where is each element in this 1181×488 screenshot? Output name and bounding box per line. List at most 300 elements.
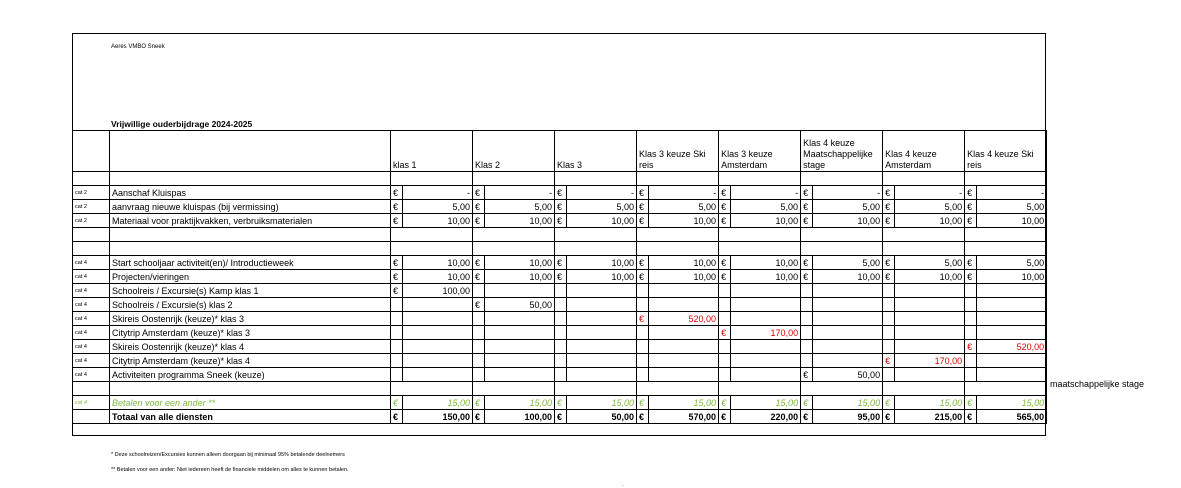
currency-symbol bbox=[801, 284, 813, 298]
currency-symbol bbox=[555, 284, 567, 298]
table-row bbox=[73, 354, 1047, 368]
amount-value bbox=[403, 340, 473, 354]
currency-symbol: € bbox=[883, 200, 895, 214]
row-description: Materiaal voor praktijkvakken, verbruiksmaterialen bbox=[110, 214, 391, 228]
currency-symbol bbox=[801, 326, 813, 340]
amount-value bbox=[731, 368, 801, 382]
value-cell bbox=[391, 172, 473, 186]
amount-value: 15,00 bbox=[977, 396, 1047, 410]
amount-value: - bbox=[731, 186, 801, 200]
amount-value bbox=[403, 298, 473, 312]
currency-symbol: € bbox=[965, 396, 977, 410]
currency-symbol: € bbox=[965, 186, 977, 200]
value-cell bbox=[801, 172, 883, 186]
currency-symbol bbox=[883, 312, 895, 326]
column-header: Klas 2 bbox=[473, 131, 555, 172]
amount-value bbox=[649, 368, 719, 382]
currency-symbol: € bbox=[719, 186, 731, 200]
desc-cell bbox=[110, 382, 391, 396]
currency-symbol: € bbox=[719, 396, 731, 410]
table-row bbox=[73, 312, 1047, 326]
amount-value bbox=[649, 354, 719, 368]
value-cell bbox=[555, 242, 637, 256]
amount-value: 10,00 bbox=[567, 270, 637, 284]
amount-value bbox=[813, 354, 883, 368]
currency-symbol: € bbox=[719, 410, 731, 424]
desc-cell bbox=[110, 172, 391, 186]
amount-value: - bbox=[567, 186, 637, 200]
currency-symbol: € bbox=[801, 186, 813, 200]
amount-value: - bbox=[485, 186, 555, 200]
currency-symbol bbox=[965, 298, 977, 312]
amount-value bbox=[403, 368, 473, 382]
currency-symbol bbox=[719, 298, 731, 312]
cat-label: cat 4 bbox=[73, 368, 110, 382]
amount-value bbox=[567, 340, 637, 354]
currency-symbol: € bbox=[883, 354, 895, 368]
amount-value bbox=[813, 284, 883, 298]
currency-symbol bbox=[637, 368, 649, 382]
currency-symbol: € bbox=[883, 214, 895, 228]
cat-label: cat 4 bbox=[73, 312, 110, 326]
amount-value: 5,00 bbox=[567, 200, 637, 214]
currency-symbol: € bbox=[391, 284, 403, 298]
amount-value: 220,00 bbox=[731, 410, 801, 424]
currency-symbol: € bbox=[801, 200, 813, 214]
amount-value bbox=[895, 312, 965, 326]
amount-value: - bbox=[977, 186, 1047, 200]
value-cell bbox=[637, 172, 719, 186]
value-cell bbox=[965, 242, 1047, 256]
currency-symbol: € bbox=[637, 312, 649, 326]
amount-value: 10,00 bbox=[485, 270, 555, 284]
cat-label: cat 4 bbox=[73, 354, 110, 368]
cat-label: cat 2 bbox=[73, 200, 110, 214]
currency-symbol: € bbox=[801, 256, 813, 270]
amount-value: 10,00 bbox=[977, 270, 1047, 284]
amount-value: 50,00 bbox=[485, 298, 555, 312]
currency-symbol bbox=[473, 284, 485, 298]
currency-symbol bbox=[965, 368, 977, 382]
amount-value: 150,00 bbox=[403, 410, 473, 424]
cat-label: cat 2 bbox=[73, 186, 110, 200]
desc-cell bbox=[110, 242, 391, 256]
currency-symbol: € bbox=[473, 186, 485, 200]
amount-value: 50,00 bbox=[813, 368, 883, 382]
amount-value: 10,00 bbox=[403, 256, 473, 270]
currency-symbol: € bbox=[637, 186, 649, 200]
amount-value bbox=[567, 368, 637, 382]
amount-value bbox=[403, 312, 473, 326]
cat-label: cat 4 bbox=[73, 298, 110, 312]
amount-value: 100,00 bbox=[485, 410, 555, 424]
currency-symbol: € bbox=[391, 214, 403, 228]
currency-symbol: € bbox=[391, 200, 403, 214]
currency-symbol: € bbox=[473, 410, 485, 424]
currency-symbol: € bbox=[965, 410, 977, 424]
row-description: Schoolreis / Excursie(s) klas 2 bbox=[110, 298, 391, 312]
currency-symbol: € bbox=[719, 256, 731, 270]
currency-symbol bbox=[637, 340, 649, 354]
amount-value: 10,00 bbox=[731, 256, 801, 270]
cat-label bbox=[73, 410, 110, 424]
value-cell bbox=[391, 228, 473, 242]
amount-value bbox=[731, 284, 801, 298]
currency-symbol: € bbox=[637, 410, 649, 424]
value-cell bbox=[555, 228, 637, 242]
currency-symbol: € bbox=[473, 270, 485, 284]
amount-value bbox=[813, 340, 883, 354]
blank-row bbox=[73, 228, 1047, 242]
amount-value: 15,00 bbox=[485, 396, 555, 410]
stray-dot: . bbox=[622, 482, 624, 488]
amount-value bbox=[895, 340, 965, 354]
table-row bbox=[73, 270, 1047, 284]
value-cell bbox=[801, 228, 883, 242]
cat-label: cat 4 bbox=[73, 340, 110, 354]
value-cell bbox=[473, 172, 555, 186]
row-description: Citytrip Amsterdam (keuze)* klas 3 bbox=[110, 326, 391, 340]
column-header: Klas 4 keuze Maatschappelijke stage bbox=[801, 131, 883, 172]
currency-symbol: € bbox=[883, 270, 895, 284]
amount-value: 170,00 bbox=[895, 354, 965, 368]
column-header: Klas 3 keuze Ski reis bbox=[637, 131, 719, 172]
currency-symbol: € bbox=[555, 396, 567, 410]
currency-symbol: € bbox=[719, 270, 731, 284]
currency-symbol: € bbox=[391, 270, 403, 284]
value-cell bbox=[637, 228, 719, 242]
currency-symbol bbox=[965, 354, 977, 368]
blank-row bbox=[73, 242, 1047, 256]
amount-value bbox=[895, 284, 965, 298]
table-row bbox=[73, 368, 1047, 382]
amount-value: 10,00 bbox=[813, 270, 883, 284]
amount-value bbox=[485, 354, 555, 368]
value-cell bbox=[555, 172, 637, 186]
desc-header bbox=[110, 131, 391, 172]
currency-symbol bbox=[719, 354, 731, 368]
cat-cell bbox=[73, 242, 110, 256]
value-cell bbox=[555, 382, 637, 396]
currency-symbol bbox=[883, 368, 895, 382]
currency-symbol bbox=[473, 368, 485, 382]
currency-symbol bbox=[637, 354, 649, 368]
value-cell bbox=[637, 242, 719, 256]
amount-value bbox=[977, 298, 1047, 312]
currency-symbol bbox=[473, 354, 485, 368]
amount-value: - bbox=[895, 186, 965, 200]
value-cell bbox=[965, 172, 1047, 186]
amount-value: 10,00 bbox=[649, 270, 719, 284]
currency-symbol: € bbox=[801, 270, 813, 284]
currency-symbol bbox=[883, 340, 895, 354]
cat-cell bbox=[73, 228, 110, 242]
amount-value: 5,00 bbox=[813, 256, 883, 270]
amount-value bbox=[977, 312, 1047, 326]
column-header: Klas 3 bbox=[555, 131, 637, 172]
amount-value bbox=[731, 340, 801, 354]
currency-symbol bbox=[637, 284, 649, 298]
amount-value: 15,00 bbox=[649, 396, 719, 410]
amount-value bbox=[485, 284, 555, 298]
value-cell bbox=[883, 242, 965, 256]
currency-symbol bbox=[391, 354, 403, 368]
value-cell bbox=[801, 242, 883, 256]
currency-symbol bbox=[391, 326, 403, 340]
cat-cell bbox=[73, 172, 110, 186]
amount-value bbox=[485, 340, 555, 354]
amount-value: 15,00 bbox=[813, 396, 883, 410]
amount-value: 95,00 bbox=[813, 410, 883, 424]
currency-symbol bbox=[473, 340, 485, 354]
currency-symbol: € bbox=[965, 340, 977, 354]
currency-symbol: € bbox=[391, 396, 403, 410]
amount-value bbox=[567, 354, 637, 368]
currency-symbol: € bbox=[801, 214, 813, 228]
amount-value: 15,00 bbox=[567, 396, 637, 410]
value-cell bbox=[637, 382, 719, 396]
amount-value bbox=[977, 326, 1047, 340]
currency-symbol bbox=[555, 354, 567, 368]
currency-symbol: € bbox=[555, 200, 567, 214]
header-row bbox=[73, 131, 1047, 172]
amount-value: 10,00 bbox=[403, 270, 473, 284]
amount-value: 5,00 bbox=[403, 200, 473, 214]
value-cell bbox=[473, 382, 555, 396]
cat-label: cat 2 bbox=[73, 214, 110, 228]
currency-symbol bbox=[555, 368, 567, 382]
row-description: Skireis Oostenrijk (keuze)* klas 4 bbox=[110, 340, 391, 354]
amount-value: 215,00 bbox=[895, 410, 965, 424]
amount-value bbox=[977, 354, 1047, 368]
amount-value: 170,00 bbox=[731, 326, 801, 340]
value-cell bbox=[391, 242, 473, 256]
currency-symbol bbox=[719, 340, 731, 354]
cat-label: cat 4 bbox=[73, 396, 110, 410]
value-cell bbox=[883, 228, 965, 242]
amount-value bbox=[485, 312, 555, 326]
amount-value: 15,00 bbox=[731, 396, 801, 410]
currency-symbol bbox=[555, 298, 567, 312]
amount-value bbox=[403, 326, 473, 340]
currency-symbol: € bbox=[883, 186, 895, 200]
currency-symbol: € bbox=[801, 368, 813, 382]
currency-symbol: € bbox=[391, 410, 403, 424]
amount-value: 565,00 bbox=[977, 410, 1047, 424]
blank-row bbox=[73, 172, 1047, 186]
column-header: Klas 4 keuze Ski reis bbox=[965, 131, 1047, 172]
currency-symbol bbox=[555, 312, 567, 326]
amount-value: 10,00 bbox=[649, 214, 719, 228]
column-header: Klas 4 keuze Amsterdam bbox=[883, 131, 965, 172]
table-row bbox=[73, 214, 1047, 228]
currency-symbol: € bbox=[883, 396, 895, 410]
amount-value bbox=[977, 284, 1047, 298]
currency-symbol bbox=[637, 298, 649, 312]
amount-value: 10,00 bbox=[813, 214, 883, 228]
currency-symbol: € bbox=[965, 200, 977, 214]
currency-symbol bbox=[473, 312, 485, 326]
amount-value: 50,00 bbox=[567, 410, 637, 424]
table-row bbox=[73, 340, 1047, 354]
amount-value: 570,00 bbox=[649, 410, 719, 424]
currency-symbol bbox=[719, 368, 731, 382]
amount-value bbox=[485, 368, 555, 382]
amount-value: 5,00 bbox=[895, 256, 965, 270]
cat-cell bbox=[73, 382, 110, 396]
currency-symbol: € bbox=[719, 200, 731, 214]
currency-symbol bbox=[473, 326, 485, 340]
amount-value: 10,00 bbox=[731, 270, 801, 284]
amount-value: - bbox=[813, 186, 883, 200]
currency-symbol bbox=[801, 312, 813, 326]
currency-symbol: € bbox=[637, 270, 649, 284]
table-row bbox=[73, 298, 1047, 312]
currency-symbol: € bbox=[965, 214, 977, 228]
amount-value bbox=[649, 326, 719, 340]
amount-value: 10,00 bbox=[485, 214, 555, 228]
cat-label: cat 4 bbox=[73, 256, 110, 270]
row-description: Start schooljaar activiteit(en)/ Introductieweek bbox=[110, 256, 391, 270]
currency-symbol bbox=[883, 326, 895, 340]
amount-value: 10,00 bbox=[977, 214, 1047, 228]
currency-symbol: € bbox=[883, 410, 895, 424]
amount-value: 10,00 bbox=[649, 256, 719, 270]
currency-symbol bbox=[883, 298, 895, 312]
footnote-1: * Deze schoolreizen/Excursies kunnen alleen doorgaan bij minimaal 95% betalende deelnemers bbox=[111, 452, 345, 458]
currency-symbol bbox=[555, 340, 567, 354]
amount-value bbox=[895, 368, 965, 382]
amount-value: 15,00 bbox=[403, 396, 473, 410]
amount-value: 10,00 bbox=[731, 214, 801, 228]
currency-symbol: € bbox=[883, 256, 895, 270]
value-cell bbox=[801, 382, 883, 396]
currency-symbol bbox=[391, 368, 403, 382]
total-row bbox=[73, 410, 1047, 424]
amount-value bbox=[813, 298, 883, 312]
amount-value bbox=[731, 354, 801, 368]
currency-symbol: € bbox=[555, 256, 567, 270]
amount-value: 10,00 bbox=[485, 256, 555, 270]
amount-value bbox=[485, 326, 555, 340]
currency-symbol: € bbox=[965, 256, 977, 270]
table-row bbox=[73, 326, 1047, 340]
currency-symbol: € bbox=[473, 396, 485, 410]
currency-symbol bbox=[637, 326, 649, 340]
blank-row bbox=[73, 382, 1047, 396]
amount-value: 5,00 bbox=[977, 200, 1047, 214]
value-cell bbox=[473, 242, 555, 256]
amount-value: 15,00 bbox=[895, 396, 965, 410]
currency-symbol: € bbox=[473, 256, 485, 270]
amount-value: 5,00 bbox=[813, 200, 883, 214]
footnote-2: ** Betalen voor een ander: Niet iedereen heeft de financiele middelen om alles te kunnen betalen. bbox=[111, 467, 349, 473]
column-header: klas 1 bbox=[391, 131, 473, 172]
row-description: Totaal van alle diensten bbox=[110, 410, 391, 424]
currency-symbol bbox=[801, 354, 813, 368]
column-header: Klas 3 keuze Amsterdam bbox=[719, 131, 801, 172]
row-description: Citytrip Amsterdam (keuze)* klas 4 bbox=[110, 354, 391, 368]
currency-symbol bbox=[965, 284, 977, 298]
school-name: Aeres VMBO Sneek bbox=[111, 44, 165, 50]
amount-value bbox=[567, 312, 637, 326]
row-description: Schoolreis / Excursie(s) Kamp klas 1 bbox=[110, 284, 391, 298]
cat-label: cat 4 bbox=[73, 270, 110, 284]
amount-value bbox=[567, 298, 637, 312]
row-description: Aanschaf Kluispas bbox=[110, 186, 391, 200]
amount-value: 10,00 bbox=[567, 214, 637, 228]
currency-symbol: € bbox=[637, 396, 649, 410]
amount-value: 10,00 bbox=[895, 214, 965, 228]
amount-value bbox=[731, 298, 801, 312]
value-cell bbox=[719, 382, 801, 396]
row-description: Activiteiten programma Sneek (keuze) bbox=[110, 368, 391, 382]
amount-value bbox=[403, 354, 473, 368]
currency-symbol: € bbox=[637, 214, 649, 228]
value-cell bbox=[473, 228, 555, 242]
amount-value bbox=[649, 340, 719, 354]
row-description: Skireis Oostenrijk (keuze)* klas 3 bbox=[110, 312, 391, 326]
amount-value bbox=[567, 284, 637, 298]
amount-value bbox=[813, 312, 883, 326]
amount-value bbox=[813, 326, 883, 340]
currency-symbol: € bbox=[555, 410, 567, 424]
cat-label: cat 4 bbox=[73, 284, 110, 298]
amount-value bbox=[567, 326, 637, 340]
table-row bbox=[73, 186, 1047, 200]
currency-symbol: € bbox=[391, 256, 403, 270]
currency-symbol: € bbox=[473, 214, 485, 228]
side-note: maatschappelijke stage bbox=[1050, 379, 1145, 389]
currency-symbol: € bbox=[473, 200, 485, 214]
amount-value: 5,00 bbox=[977, 256, 1047, 270]
value-cell bbox=[883, 382, 965, 396]
amount-value: 520,00 bbox=[649, 312, 719, 326]
amount-value: 5,00 bbox=[895, 200, 965, 214]
value-cell bbox=[965, 382, 1047, 396]
currency-symbol: € bbox=[801, 410, 813, 424]
row-description: aanvraag nieuwe kluispas (bij vermissing) bbox=[110, 200, 391, 214]
currency-symbol: € bbox=[637, 256, 649, 270]
currency-symbol bbox=[965, 312, 977, 326]
currency-symbol bbox=[555, 326, 567, 340]
amount-value: 520,00 bbox=[977, 340, 1047, 354]
amount-value: 10,00 bbox=[403, 214, 473, 228]
amount-value bbox=[895, 298, 965, 312]
amount-value bbox=[649, 298, 719, 312]
value-cell bbox=[391, 382, 473, 396]
amount-value: 10,00 bbox=[895, 270, 965, 284]
amount-value: 100,00 bbox=[403, 284, 473, 298]
currency-symbol: € bbox=[801, 396, 813, 410]
amount-value: - bbox=[403, 186, 473, 200]
currency-symbol bbox=[391, 298, 403, 312]
amount-value: 5,00 bbox=[649, 200, 719, 214]
currency-symbol: € bbox=[555, 214, 567, 228]
row-description: Projecten/vieringen bbox=[110, 270, 391, 284]
currency-symbol bbox=[391, 312, 403, 326]
currency-symbol bbox=[719, 284, 731, 298]
pay-for-other-row bbox=[73, 396, 1047, 410]
currency-symbol bbox=[719, 312, 731, 326]
cat-header bbox=[73, 131, 110, 172]
currency-symbol: € bbox=[555, 186, 567, 200]
currency-symbol: € bbox=[637, 200, 649, 214]
contribution-table bbox=[72, 130, 1047, 424]
currency-symbol: € bbox=[719, 214, 731, 228]
currency-symbol: € bbox=[965, 270, 977, 284]
currency-symbol: € bbox=[719, 326, 731, 340]
